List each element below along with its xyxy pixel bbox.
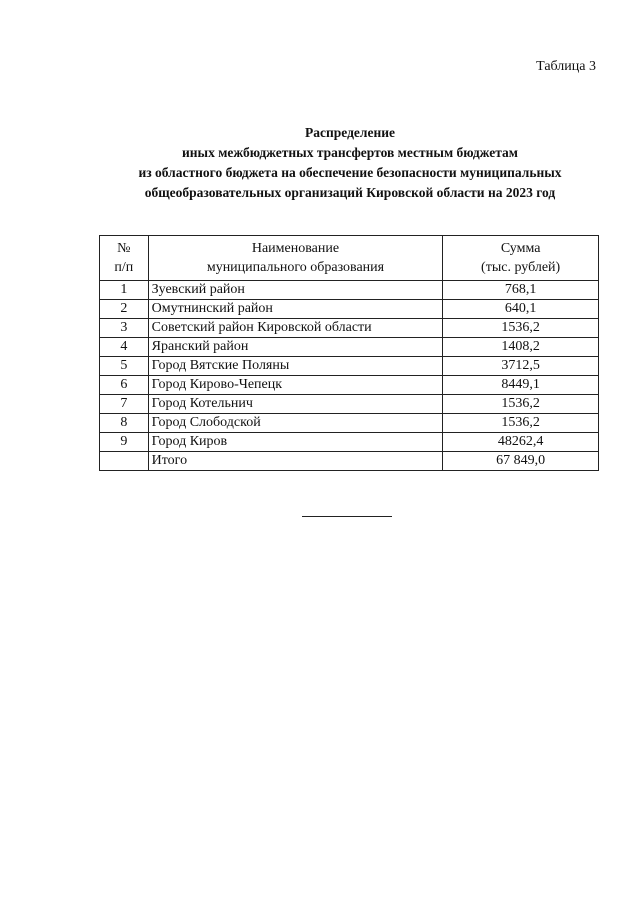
row-num: 9 xyxy=(100,433,149,452)
table-row xyxy=(100,338,599,357)
table-label: Таблица 3 xyxy=(536,59,596,74)
header-num-line1: № xyxy=(117,241,131,256)
header-name-line2: муниципального образования xyxy=(206,260,385,275)
header-sum xyxy=(443,236,599,281)
row-name: Советский район Кировской области xyxy=(148,319,443,338)
row-num: 1 xyxy=(100,281,149,300)
row-num: 7 xyxy=(100,395,149,414)
total-sum: 67 849,0 xyxy=(443,452,599,471)
row-num: 3 xyxy=(100,319,149,338)
total-row xyxy=(100,452,599,471)
row-name: Яранский район xyxy=(148,338,443,357)
header-name-line1: Наименование xyxy=(251,241,340,256)
title-line: иных межбюджетных трансфертов местным бюджетам xyxy=(182,145,518,160)
row-sum: 3712,5 xyxy=(443,357,599,376)
document-title xyxy=(60,123,633,203)
row-name: Город Слободской xyxy=(148,414,443,433)
row-num: 6 xyxy=(100,376,149,395)
row-name: Зуевский район xyxy=(148,281,443,300)
table-row xyxy=(100,319,599,338)
row-name: Омутнинский район xyxy=(148,300,443,319)
row-sum: 1536,2 xyxy=(443,319,599,338)
table-header xyxy=(100,236,599,281)
table-row xyxy=(100,395,599,414)
row-name: Город Киров xyxy=(148,433,443,452)
table-row xyxy=(100,376,599,395)
table-row xyxy=(100,300,599,319)
row-num: 5 xyxy=(100,357,149,376)
header-sum-line2: (тыс. рублей) xyxy=(481,260,561,275)
header-name xyxy=(148,236,443,281)
row-sum: 1408,2 xyxy=(443,338,599,357)
title-line: общеобразовательных организаций Кировской области на 2023 год xyxy=(144,185,556,200)
header-sum-line1: Сумма xyxy=(500,241,541,256)
table-row xyxy=(100,281,599,300)
end-divider xyxy=(302,516,392,517)
total-num xyxy=(100,452,149,471)
table-body xyxy=(100,281,599,471)
row-name: Город Кирово-Чепецк xyxy=(148,376,443,395)
table-row xyxy=(100,357,599,376)
row-sum: 768,1 xyxy=(443,281,599,300)
row-num: 2 xyxy=(100,300,149,319)
allocation-table xyxy=(99,235,599,471)
table-row xyxy=(100,414,599,433)
header-num xyxy=(100,236,149,281)
row-sum: 1536,2 xyxy=(443,414,599,433)
row-name: Город Котельнич xyxy=(148,395,443,414)
row-sum: 8449,1 xyxy=(443,376,599,395)
row-name: Город Вятские Поляны xyxy=(148,357,443,376)
header-num-line2: п/п xyxy=(114,260,134,275)
row-sum: 48262,4 xyxy=(443,433,599,452)
row-num: 4 xyxy=(100,338,149,357)
title-line: Распределение xyxy=(304,125,396,140)
total-label: Итого xyxy=(148,452,443,471)
title-line: из областного бюджета на обеспечение безопасности муниципальных xyxy=(138,165,562,180)
table-row xyxy=(100,433,599,452)
row-num: 8 xyxy=(100,414,149,433)
header-row xyxy=(100,236,599,281)
row-sum: 640,1 xyxy=(443,300,599,319)
row-sum: 1536,2 xyxy=(443,395,599,414)
